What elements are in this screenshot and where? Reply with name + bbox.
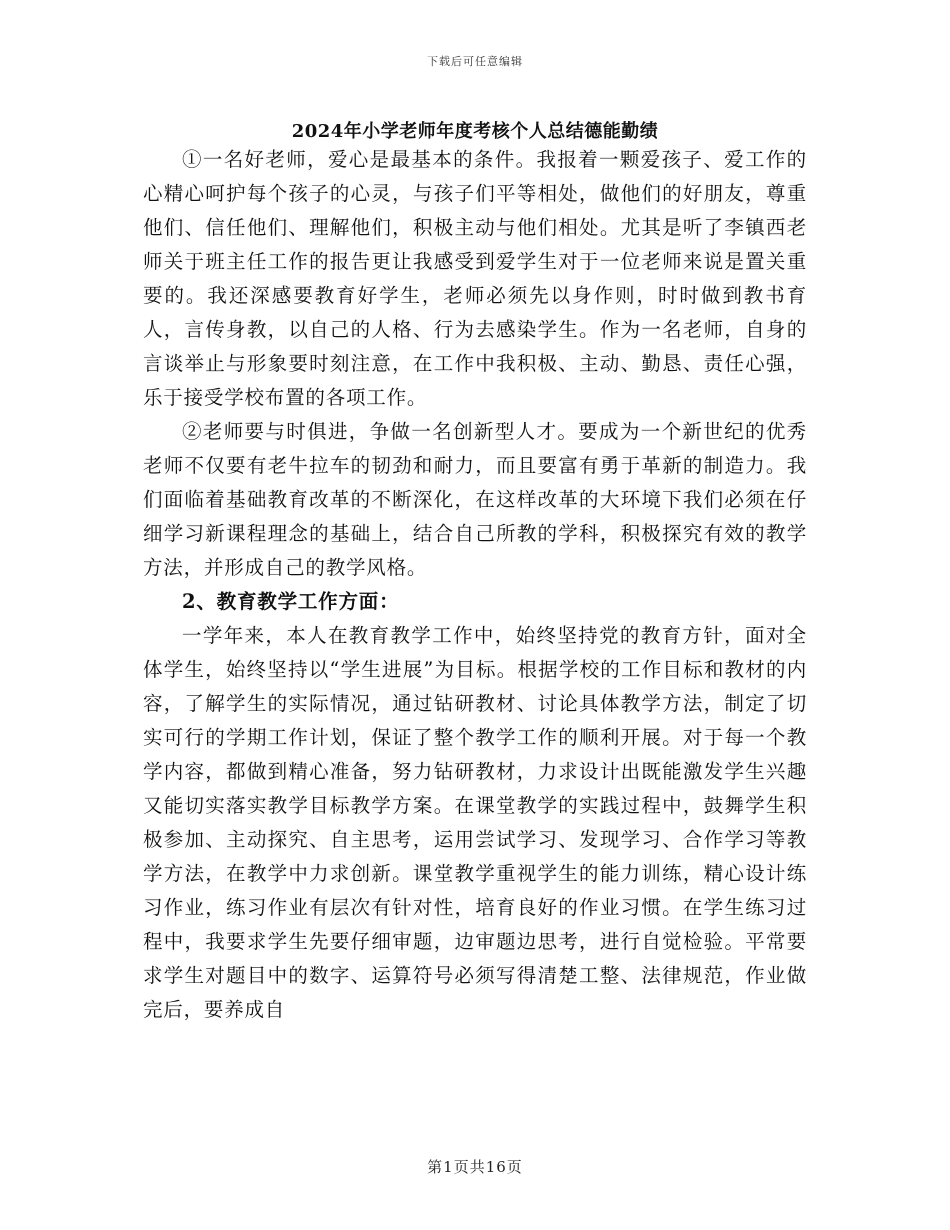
header-note: 下载后可任意编辑 — [427, 55, 523, 68]
paragraph-love: ①一名好老师，爱心是最基本的条件。我报着一颗爱孩子、爱工作的心精心呵护每个孩子的心灵，与孩子们平等相处，做他们的好朋友，尊重他们、信任他们、理解他们，积极主动与他们相处。尤其是听了李镇西老师关于班主任工作的报告更让我感受到爱学生对于一位老师来说是置关重要的。我还深感要教育好学生，老师必须先以身作则，时时做到教书育人，言传身教，以自己的人格、行为去感染学生。作为一名老师，自身的言谈举止与形象要时刻注意，在工作中我积极、主动、勤恳、责任心强，乐于接受学校布置的各项工作。 — [143, 148, 807, 409]
page-number: 第1页共16页 — [427, 1158, 523, 1176]
section-heading: 2、教育教学工作方面： — [182, 590, 400, 613]
document-body — [143, 143, 807, 1027]
document-title: 2024年小学老师年度考核个人总结德能勤绩 — [291, 121, 659, 142]
paragraph-innovation: ②老师要与时俱进，争做一名创新型人才。要成为一个新世纪的优秀老师不仅要有老牛拉车的韧劲和耐力，而且要富有勇于革新的制造力。我们面临着基础教育改革的不断深化，在这样改革的大环境下我们必须在仔细学习新课程理念的基础上，结合自己所教的学科，积极探究有效的教学方法，并形成自己的教学风格。 — [143, 420, 807, 579]
paragraph-teaching-work: 一学年来，本人在教育教学工作中，始终坚持党的教育方针，面对全体学生，始终坚持以“学生进展”为目标。根据学校的工作目标和教材的内容，了解学生的实际情况，通过钻研教材、讨论具体教学方法，制定了切实可行的学期工作计划，保证了整个教学工作的顺利开展。对于每一个教学内容，都做到精心准备，努力钻研教材，力求设计出既能激发学生兴趣又能切实落实教学目标教学方案。在课堂教学的实践过程中，鼓舞学生积极参加、主动探究、自主思考，运用尝试学习、发现学习、合作学习等教学方法，在教学中力求创新。课堂教学重视学生的能力训练，精心设计练习作业，练习作业有层次有针对性，培育良好的作业习惯。在学生练习过程中，我要求学生先要仔细审题，边审题边思考，进行自觉检验。平常要求学生对题目中的数字、运算符号必须写得清楚工整、法律规范，作业做完后，要养成自 — [143, 624, 807, 1021]
